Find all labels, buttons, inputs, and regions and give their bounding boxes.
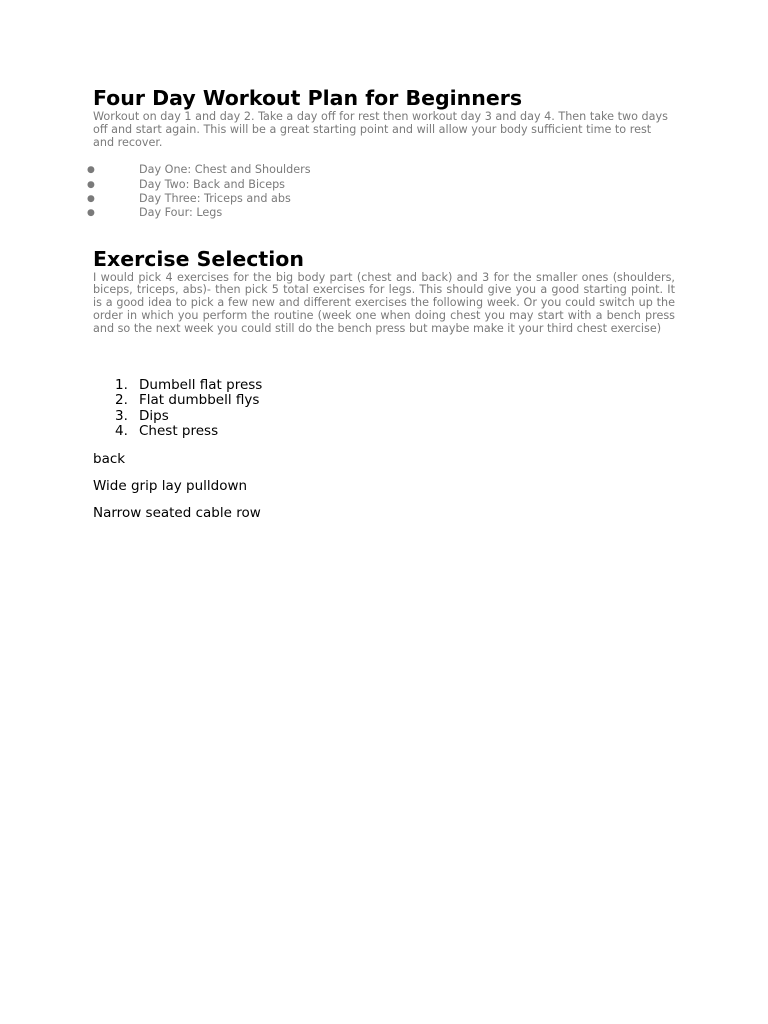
back-heading: back xyxy=(93,450,126,467)
exercise-selection-section xyxy=(93,246,675,521)
back-exercise-line: Wide grip lay pulldown xyxy=(93,477,248,494)
list-item xyxy=(87,206,675,220)
list-item xyxy=(93,378,675,394)
chest-exercise-list xyxy=(93,378,675,440)
list-item xyxy=(93,409,675,425)
list-number: 4. xyxy=(115,423,128,440)
bullet-icon: ● xyxy=(87,179,95,190)
day-label: Day Two: Back and Biceps xyxy=(139,177,286,191)
list-item xyxy=(93,393,675,409)
document-page xyxy=(87,85,675,521)
list-item xyxy=(87,163,675,177)
day-list xyxy=(87,163,675,220)
back-exercise-line: Narrow seated cable row xyxy=(93,504,261,521)
day-label: Day Three: Triceps and abs xyxy=(139,191,291,205)
plan-title: Four Day Workout Plan for Beginners xyxy=(93,86,523,110)
day-label: Day One: Chest and Shoulders xyxy=(139,163,311,177)
list-item xyxy=(87,191,675,206)
plan-intro: Workout on day 1 and day 2. Take a day off for rest then workout day 3 and day 4. Then take two days off and start again. This will be a great starting point and will allow your body sufficient time to rest and recover. xyxy=(93,110,668,149)
bullet-icon: ● xyxy=(87,193,95,204)
bullet-icon: ● xyxy=(87,208,95,219)
list-number: 3. xyxy=(115,407,128,424)
list-item xyxy=(93,424,675,440)
exercise-label: Dips xyxy=(139,407,169,424)
exercise-label: Flat dumbbell flys xyxy=(139,392,260,409)
section-title: Exercise Selection xyxy=(93,246,304,271)
day-label: Day Four: Legs xyxy=(139,206,223,220)
exercise-label: Dumbell flat press xyxy=(139,376,263,393)
selection-body: I would pick 4 exercises for the big body part (chest and back) and 3 for the smaller ones (shoulders, biceps, triceps, abs)- then pick 5 total exercises for legs. This should give you a good starting point. It is a good idea to pick a few new and different exercises the following week. Or you could switch up the order in which you perform the routine (week one when doing chest you may start with a bench press and so the next week you could still do the bench press but maybe make it your third chest exercise) xyxy=(93,270,675,335)
bullet-icon: ● xyxy=(87,165,95,176)
list-number: 1. xyxy=(115,376,128,393)
list-item xyxy=(87,177,675,192)
list-number: 2. xyxy=(115,392,128,409)
exercise-label: Chest press xyxy=(139,423,219,440)
